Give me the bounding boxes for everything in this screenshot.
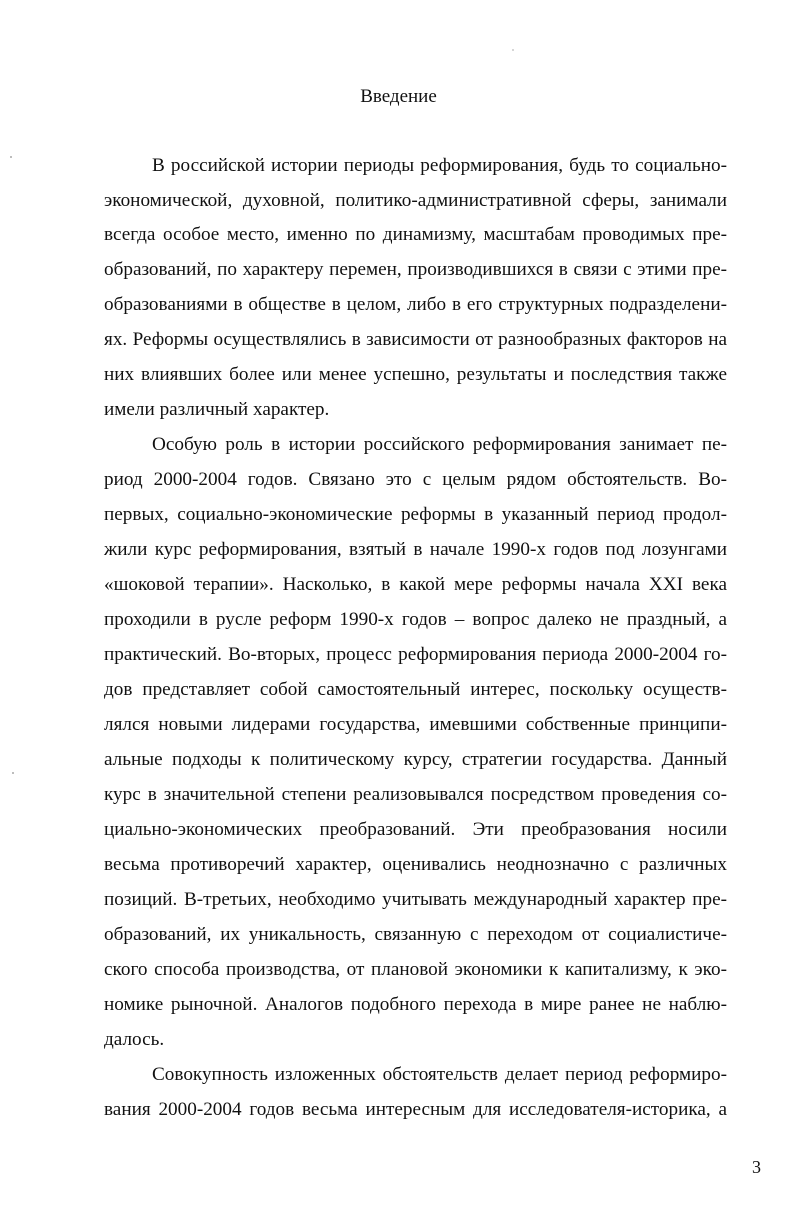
text-line: образованиями в обществе в целом, либо в его структурных подразделени- (104, 294, 727, 315)
text-line: риод 2000-2004 годов. Связано это с целым рядом обстоятельств. Во- (104, 469, 727, 490)
text-line: альные подходы к политическому курсу, стратегии государства. Данный (104, 749, 727, 770)
scan-speck (512, 49, 514, 51)
page-title: Введение (360, 86, 437, 107)
scan-speck (10, 156, 12, 158)
text-line: образований, их уникальность, связанную с переходом от социалистиче- (104, 924, 727, 945)
text-line: всегда особое место, именно по динамизму, масштабам проводимых пре- (104, 224, 727, 245)
text-line: Совокупность изложенных обстоятельств делает период реформиро- (152, 1064, 727, 1085)
text-line: циально-экономических преобразований. Эти преобразования носили (104, 819, 727, 840)
text-line: лялся новыми лидерами государства, имевшими собственные принципи- (104, 714, 727, 735)
text-line: номике рыночной. Аналогов подобного перехода в мире ранее не наблю- (104, 994, 727, 1015)
text-line: ского способа производства, от плановой экономики к капитализму, к эко- (104, 959, 727, 980)
text-line: курс в значительной степени реализовывался посредством проведения со- (104, 784, 727, 805)
text-line: экономической, духовной, политико-административной сферы, занимали (104, 190, 727, 211)
text-line: практический. Во-вторых, процесс реформирования периода 2000-2004 го- (104, 644, 727, 665)
text-line: образований, по характеру перемен, производившихся в связи с этими пре- (104, 259, 727, 280)
text-line: имели различный характер. (104, 399, 330, 420)
text-line: «шоковой терапии». Насколько, в какой мере реформы начала XXI века (104, 574, 727, 595)
text-line: В российской истории периоды реформирования, будь то социально- (152, 155, 727, 176)
text-line: далось. (104, 1029, 165, 1050)
text-line: Особую роль в истории российского реформирования занимает пе- (152, 434, 727, 455)
text-line: них влиявших более или менее успешно, результаты и последствия также (104, 364, 727, 385)
text-line: ях. Реформы осуществлялись в зависимости от разнообразных факторов на (104, 329, 727, 350)
text-line: вания 2000-2004 годов весьма интересным для исследователя-историка, а (104, 1099, 727, 1120)
text-line: проходили в русле реформ 1990-х годов – вопрос далеко не праздный, а (104, 609, 727, 630)
scan-speck (12, 772, 14, 774)
text-line: первых, социально-экономические реформы в указанный период продол- (104, 504, 727, 525)
page-number: 3 (752, 1157, 761, 1177)
text-line: позиций. В-третьих, необходимо учитывать международный характер пре- (104, 889, 727, 910)
text-line: дов представляет собой самостоятельный интерес, поскольку осуществ- (104, 679, 727, 700)
text-line: жили курс реформирования, взятый в начале 1990-х годов под лозунгами (104, 539, 727, 560)
text-line: весьма противоречий характер, оценивались неоднозначно с различных (104, 854, 727, 875)
